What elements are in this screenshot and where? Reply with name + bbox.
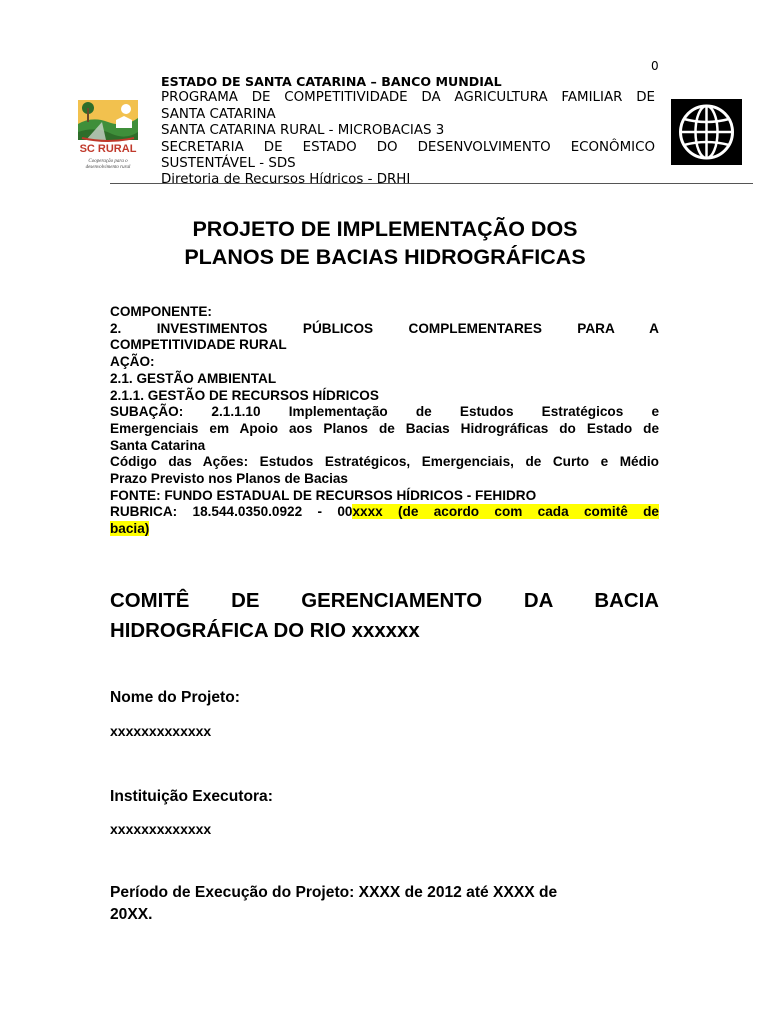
fonte-line: FONTE: FUNDO ESTADUAL DE RECURSOS HÍDRICOS - FEHIDRO — [110, 487, 537, 503]
codigo-line2: Prazo Previsto nos Planos de Bacias — [110, 471, 348, 487]
subacao-line2: Emergenciais em Apoio aos Planos de Bacias Hidrográficas do Estado de — [110, 420, 659, 436]
header-line-microbacias: SANTA CATARINA RURAL - MICROBACIAS 3 — [161, 123, 445, 139]
codigo-line1: Código das Ações: Estudos Estratégicos, Emergenciais, de Curto e Médio — [110, 454, 659, 470]
header-line-secretaria: SECRETARIA DE ESTADO DO DESENVOLVIMENTO ECONÔMICO — [161, 139, 655, 155]
document-title-line1: PROJETO DE IMPLEMENTAÇÃO DOS — [192, 217, 578, 241]
execution-period-line1: Período de Execução do Projeto: XXXX de 2012 até XXXX de — [110, 884, 558, 901]
header-line-drhi: Diretoria de Recursos Hídricos - DRHI — [161, 172, 411, 188]
rubrica-highlight: xxxx (de acordo com cada comitê de — [352, 504, 659, 520]
subacao-line1: SUBAÇÃO: 2.1.1.10 Implementação de Estudos Estratégicos e — [110, 404, 659, 420]
header-block — [161, 74, 655, 189]
header-line-state: ESTADO DE SANTA CATARINA – BANCO MUNDIAL — [161, 74, 502, 89]
componente-line2: COMPETITIVIDADE RURAL — [110, 337, 287, 353]
document-title — [110, 215, 660, 271]
componente-line1: 2. INVESTIMENTOS PÚBLICOS COMPLEMENTARES PARA A — [110, 320, 659, 336]
subacao-line3: Santa Catarina — [110, 437, 206, 453]
executing-institution-value: xxxxxxxxxxxxx — [110, 821, 212, 837]
sc-rural-logo — [72, 96, 144, 174]
header-divider — [110, 183, 753, 184]
rubrica-line1 — [110, 504, 659, 521]
committee-heading-line2: HIDROGRÁFICA DO RIO xxxxxx — [110, 620, 420, 642]
sc-rural-logo-text: SC RURAL — [79, 143, 137, 155]
rubrica-line2 — [110, 521, 659, 538]
execution-period — [110, 882, 659, 926]
svg-text:Cooperação para o: Cooperação para o — [88, 159, 128, 164]
rubrica-prefix: RUBRICA: 18.544.0350.0922 - 00 — [110, 504, 353, 520]
acao-label: AÇÃO: — [110, 354, 155, 370]
committee-heading-line1: COMITÊ DE GERENCIAMENTO DA BACIA — [110, 590, 659, 612]
svg-text:desenvolvimento rural: desenvolvimento rural — [85, 165, 131, 170]
project-name-value: xxxxxxxxxxxxx — [110, 723, 212, 739]
page-number: 0 — [651, 59, 659, 73]
execution-period-line2: 20XX. — [110, 906, 153, 923]
project-details — [110, 304, 659, 538]
acao-gestao-recursos-hidricos: 2.1.1. GESTÃO DE RECURSOS HÍDRICOS — [110, 387, 379, 403]
acao-gestao-ambiental: 2.1. GESTÃO AMBIENTAL — [110, 370, 277, 386]
globe-icon — [671, 99, 742, 165]
componente-label: COMPONENTE: — [110, 304, 212, 319]
committee-heading — [110, 586, 659, 646]
header-line-sds: SUSTENTÁVEL - SDS — [161, 156, 296, 172]
rubrica-line2-highlight: bacia) — [110, 521, 150, 537]
header-line-state-name: SANTA CATARINA — [161, 106, 276, 122]
project-name-label: Nome do Projeto: — [110, 689, 240, 706]
header-line-program: PROGRAMA DE COMPETITIVIDADE DA AGRICULTURA FAMILIAR DE — [161, 90, 655, 106]
world-bank-logo — [671, 99, 742, 165]
document-title-line2: PLANOS DE BACIAS HIDROGRÁFICAS — [184, 245, 586, 269]
executing-institution-label: Instituição Executora: — [110, 788, 273, 805]
